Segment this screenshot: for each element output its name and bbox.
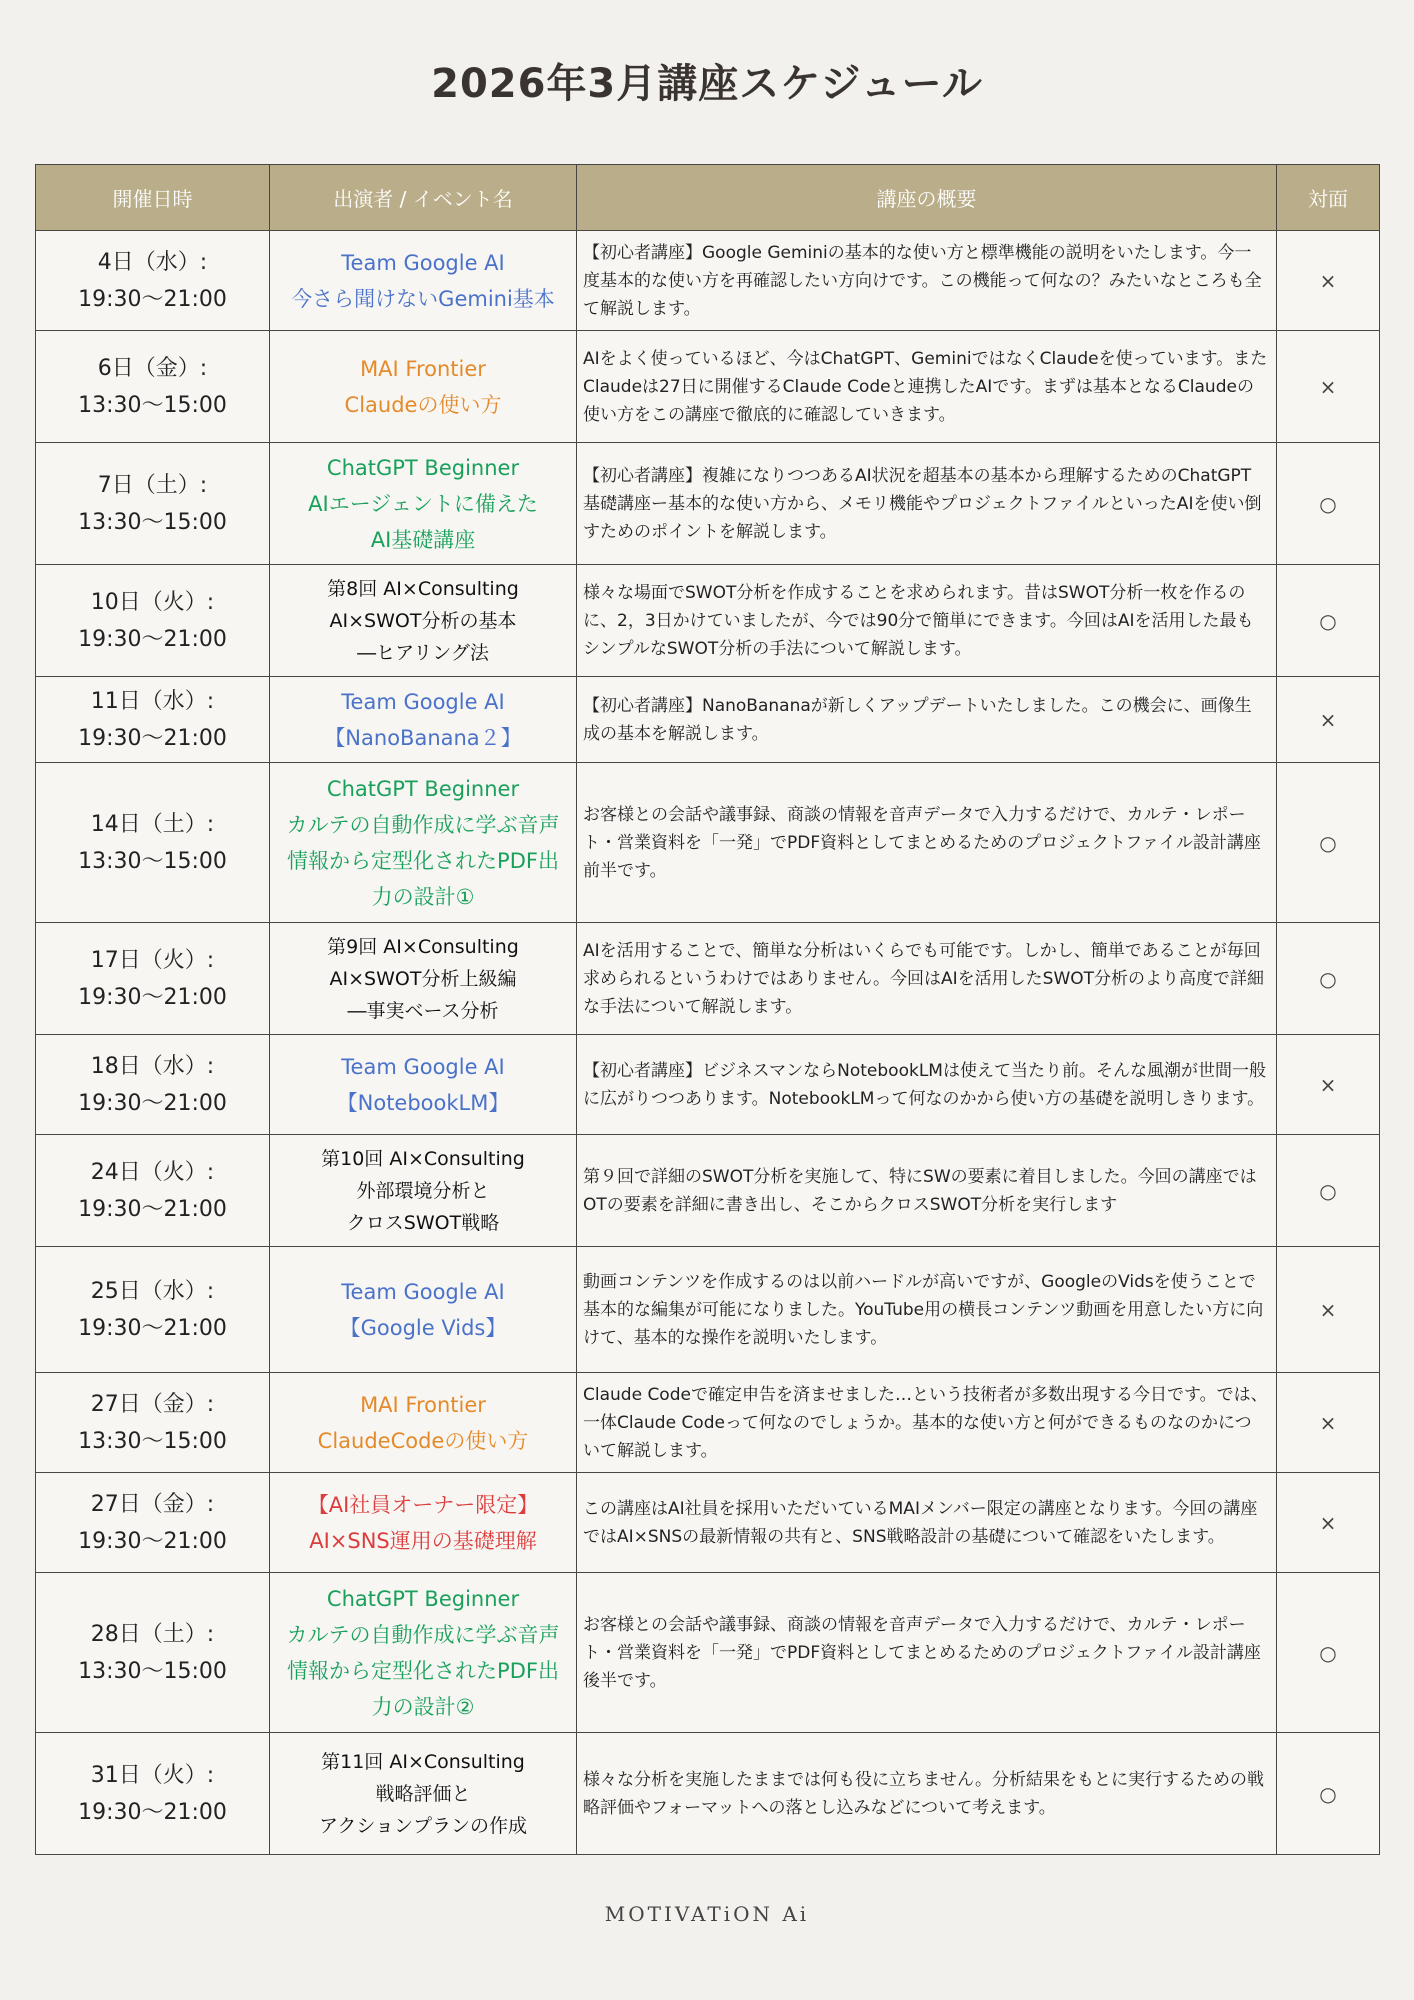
event-cell [270,1135,577,1247]
date-label: 25日（水）: [90,1278,215,1304]
date-label: 27日（金）: [90,1491,215,1517]
schedule-row [36,1247,1380,1373]
summary-text: 様々な分析を実施したままでは何も役に立ちません。分析結果をもとに実行するための戦略評価やフォーマットへの落とし込みなどについて考えます。 [583,1769,1265,1818]
event-line: 【Google Vids】 [339,1315,507,1340]
event-cell [270,1573,577,1733]
summary-text: この講座はAI社員を採用いただいているMAIメンバー限定の講座となります。今回の講座ではAI×SNSの最新情報の共有と、SNS戦略設計の基礎について確認をいたします。 [583,1498,1258,1547]
date-label: 24日（火）: [90,1159,215,1185]
time-label: 19:30～21:00 [78,626,227,652]
footer-logo: MOTIVATiON Ai [604,1902,810,1926]
time-label: 19:30～21:00 [78,1799,227,1825]
date-label: 14日（土）: [90,811,215,837]
event-line: Team Google AI [341,689,505,714]
summary-text: 第９回で詳細のSWOT分析を実施して、特にSWの要素に着目しました。今回の講座ではOTの要素を詳細に書き出し、そこからクロスSWOT分析を実行します [583,1166,1257,1215]
summary-cell [577,1733,1277,1855]
summary-cell [577,1473,1277,1573]
in-person-mark: × [1277,1373,1380,1473]
summary-text: AIを活用することで、簡単な分析はいくらでも可能です。しかし、簡単であることが毎回求められるというわけではありません。今回はAIを活用したSWOT分析のより高度で詳細な手法について解説します。 [583,940,1265,1017]
event-line: 今さら聞けないGemini基本 [291,286,555,311]
in-person-mark: × [1277,1247,1380,1373]
summary-text: AIをよく使っているほど、今はChatGPT、GeminiではなくClaudeを使っています。またClaudeは27日に開催するClaude Codeと連携したAIです。まずは基本となるClaudeの使い方をこの講座で徹底的に確認していきます。 [583,348,1268,425]
time-label: 19:30～21:00 [78,286,227,312]
event-line: ChatGPT Beginner [326,776,520,801]
time-label: 19:30～21:00 [78,1528,227,1554]
event-cell [270,1247,577,1373]
summary-cell [577,331,1277,443]
event-line: ChatGPT Beginner [326,455,520,480]
summary-text: 【初心者講座】ビジネスマンならNotebookLMは使えて当たり前。そんな風潮が世間一般に広がりつつあります。NotebookLMって何なのかから使い方の基礎を説明しきります。 [583,1060,1266,1109]
event-line: AI×SNS運用の基礎理解 [309,1528,537,1553]
schedule-row [36,331,1380,443]
summary-text: 動画コンテンツを作成するのは以前ハードルが高いですが、GoogleのVidsを使うことで基本的な編集が可能になりました。YouTube用の横長コンテンツ動画を用意したい方に向けて、基本的な操作を説明いたします。 [583,1271,1264,1348]
page-title: 2026年3月講座スケジュール [431,61,983,107]
in-person-mark: × [1277,331,1380,443]
summary-text: お客様との会話や議事録、商談の情報を音声データで入力するだけで、カルテ・レポート・営業資料を「一発」でPDF資料としてまとめるためのプロジェクトファイル設計講座後半です。 [583,1614,1261,1691]
event-line: 戦略評価と [375,1782,471,1805]
event-line: ClaudeCodeの使い方 [317,1428,529,1453]
summary-text: 【初心者講座】複雑になりつつあるAI状況を超基本の基本から理解するためのChatGPT基礎講座ー基本的な使い方から、メモリ機能やプロジェクトファイルといったAIを使い倒すためのポイントを解説します。 [583,465,1262,542]
date-cell [36,1247,270,1373]
schedule-row [36,1373,1380,1473]
date-label: 6日（金）: [97,355,208,381]
event-line: ChatGPT Beginner [326,1586,520,1611]
in-person-mark: ○ [1277,1573,1380,1733]
time-label: 19:30～21:00 [78,725,227,751]
summary-cell [577,1247,1277,1373]
event-line: 第8回 AI×Consulting [327,577,519,600]
event-line: ―事実ベース分析 [347,999,499,1022]
date-label: 31日（火）: [90,1762,215,1788]
event-line: AI×SWOT分析上級編 [329,967,517,990]
event-line: カルテの自動作成に学ぶ音声 [286,812,560,837]
event-line: 外部環境分析と [356,1179,490,1202]
date-cell [36,1733,270,1855]
in-person-mark: ○ [1277,1733,1380,1855]
event-line: 情報から定型化されたPDF出 [287,1658,559,1683]
schedule-row [36,1473,1380,1573]
event-line: AI基礎講座 [370,527,476,552]
event-line: 力の設計① [371,884,475,909]
event-line: 第9回 AI×Consulting [327,935,519,958]
event-cell [270,923,577,1035]
header-event: 出演者 / イベント名 [270,165,577,231]
date-cell [36,1135,270,1247]
event-line: 情報から定型化されたPDF出 [287,848,559,873]
summary-text: Claude Codeで確定申告を済ませました…という技術者が多数出現する今日です。では、一体Claude Codeって何なのでしょうか。基本的な使い方と何ができるものなのかについて解説します。 [583,1384,1268,1461]
in-person-mark: × [1277,1473,1380,1573]
time-label: 13:30～15:00 [78,392,227,418]
schedule-row [36,231,1380,331]
date-label: 17日（火）: [90,947,215,973]
schedule-row [36,565,1380,677]
schedule-row [36,1733,1380,1855]
summary-cell [577,763,1277,923]
time-label: 13:30～15:00 [78,848,227,874]
event-line: AI×SWOT分析の基本 [329,609,517,632]
schedule-table [35,164,1380,1855]
in-person-mark: ○ [1277,443,1380,565]
header-row [36,165,1380,231]
in-person-mark: ○ [1277,1135,1380,1247]
event-line: 【NanoBanana２】 [324,725,522,750]
event-cell [270,763,577,923]
date-cell [36,923,270,1035]
summary-cell [577,677,1277,763]
time-label: 13:30～15:00 [78,1658,227,1684]
event-cell [270,677,577,763]
summary-cell [577,565,1277,677]
event-line: 【AI社員オーナー限定】 [307,1492,539,1517]
header-summary: 講座の概要 [577,165,1277,231]
time-label: 19:30～21:00 [78,1315,227,1341]
time-label: 19:30～21:00 [78,1196,227,1222]
in-person-mark: ○ [1277,565,1380,677]
date-label: 28日（土）: [90,1621,215,1647]
event-cell [270,1733,577,1855]
header-date: 開催日時 [36,165,270,231]
in-person-mark: × [1277,231,1380,331]
summary-text: 様々な場面でSWOT分析を作成することを求められます。昔はSWOT分析一枚を作るのに、2，3日かけていましたが、今では90分で簡単にできます。今回はAIを活用した最もシンプルなSWOT分析の手法について解説します。 [583,582,1254,659]
date-cell [36,763,270,923]
time-label: 19:30～21:00 [78,984,227,1010]
header-in-person: 対面 [1277,165,1380,231]
date-label: 11日（水）: [90,688,215,714]
event-cell [270,331,577,443]
event-line: アクションプランの作成 [318,1814,528,1837]
in-person-mark: ○ [1277,763,1380,923]
event-line: カルテの自動作成に学ぶ音声 [286,1622,560,1647]
schedule-row [36,1135,1380,1247]
event-cell [270,1035,577,1135]
date-label: 18日（水）: [90,1053,215,1079]
event-cell [270,565,577,677]
summary-cell [577,923,1277,1035]
schedule-row [36,923,1380,1035]
event-line: 【NotebookLM】 [336,1090,510,1115]
summary-cell [577,1035,1277,1135]
event-line: MAI Frontier [360,1392,486,1417]
schedule-row [36,763,1380,923]
summary-cell [577,231,1277,331]
date-cell [36,231,270,331]
date-label: 10日（火）: [90,589,215,615]
schedule-row [36,443,1380,565]
schedule-row [36,1573,1380,1733]
summary-cell [577,1373,1277,1473]
date-cell [36,677,270,763]
summary-cell [577,1135,1277,1247]
event-cell [270,443,577,565]
date-label: 4日（水）: [97,249,208,275]
date-cell [36,443,270,565]
event-line: Team Google AI [341,1054,505,1079]
schedule-row [36,677,1380,763]
event-line: 第11回 AI×Consulting [321,1750,525,1773]
in-person-mark: ○ [1277,923,1380,1035]
summary-cell [577,443,1277,565]
event-line: Team Google AI [341,250,505,275]
date-cell [36,1373,270,1473]
date-cell [36,1573,270,1733]
date-cell [36,565,270,677]
summary-text: 【初心者講座】NanoBananaが新しくアップデートいたしました。この機会に、画像生成の基本を解説します。 [583,695,1252,744]
time-label: 13:30～15:00 [78,509,227,535]
date-label: 27日（金）: [90,1391,215,1417]
event-cell [270,231,577,331]
event-line: Team Google AI [341,1279,505,1304]
event-line: 力の設計② [371,1694,475,1719]
in-person-mark: × [1277,1035,1380,1135]
event-line: クロスSWOT戦略 [346,1211,500,1234]
event-line: ―ヒアリング法 [357,641,489,664]
summary-cell [577,1573,1277,1733]
summary-text: お客様との会話や議事録、商談の情報を音声データで入力するだけで、カルテ・レポート・営業資料を「一発」でPDF資料としてまとめるためのプロジェクトファイル設計講座前半です。 [583,804,1261,881]
event-line: 第10回 AI×Consulting [321,1147,525,1170]
in-person-mark: × [1277,677,1380,763]
event-line: AIエージェントに備えた [308,491,538,516]
date-cell [36,1035,270,1135]
date-label: 7日（土）: [97,472,208,498]
date-cell [36,331,270,443]
time-label: 19:30～21:00 [78,1090,227,1116]
event-line: Claudeの使い方 [344,392,502,417]
event-cell [270,1473,577,1573]
event-cell [270,1373,577,1473]
summary-text: 【初心者講座】Google Geminiの基本的な使い方と標準機能の説明をいたします。今一度基本的な使い方を再確認したい方向けです。この機能って何なの？みたいなところも全て解説します。 [583,242,1262,319]
date-cell [36,1473,270,1573]
time-label: 13:30～15:00 [78,1428,227,1454]
event-line: MAI Frontier [360,356,486,381]
schedule-row [36,1035,1380,1135]
